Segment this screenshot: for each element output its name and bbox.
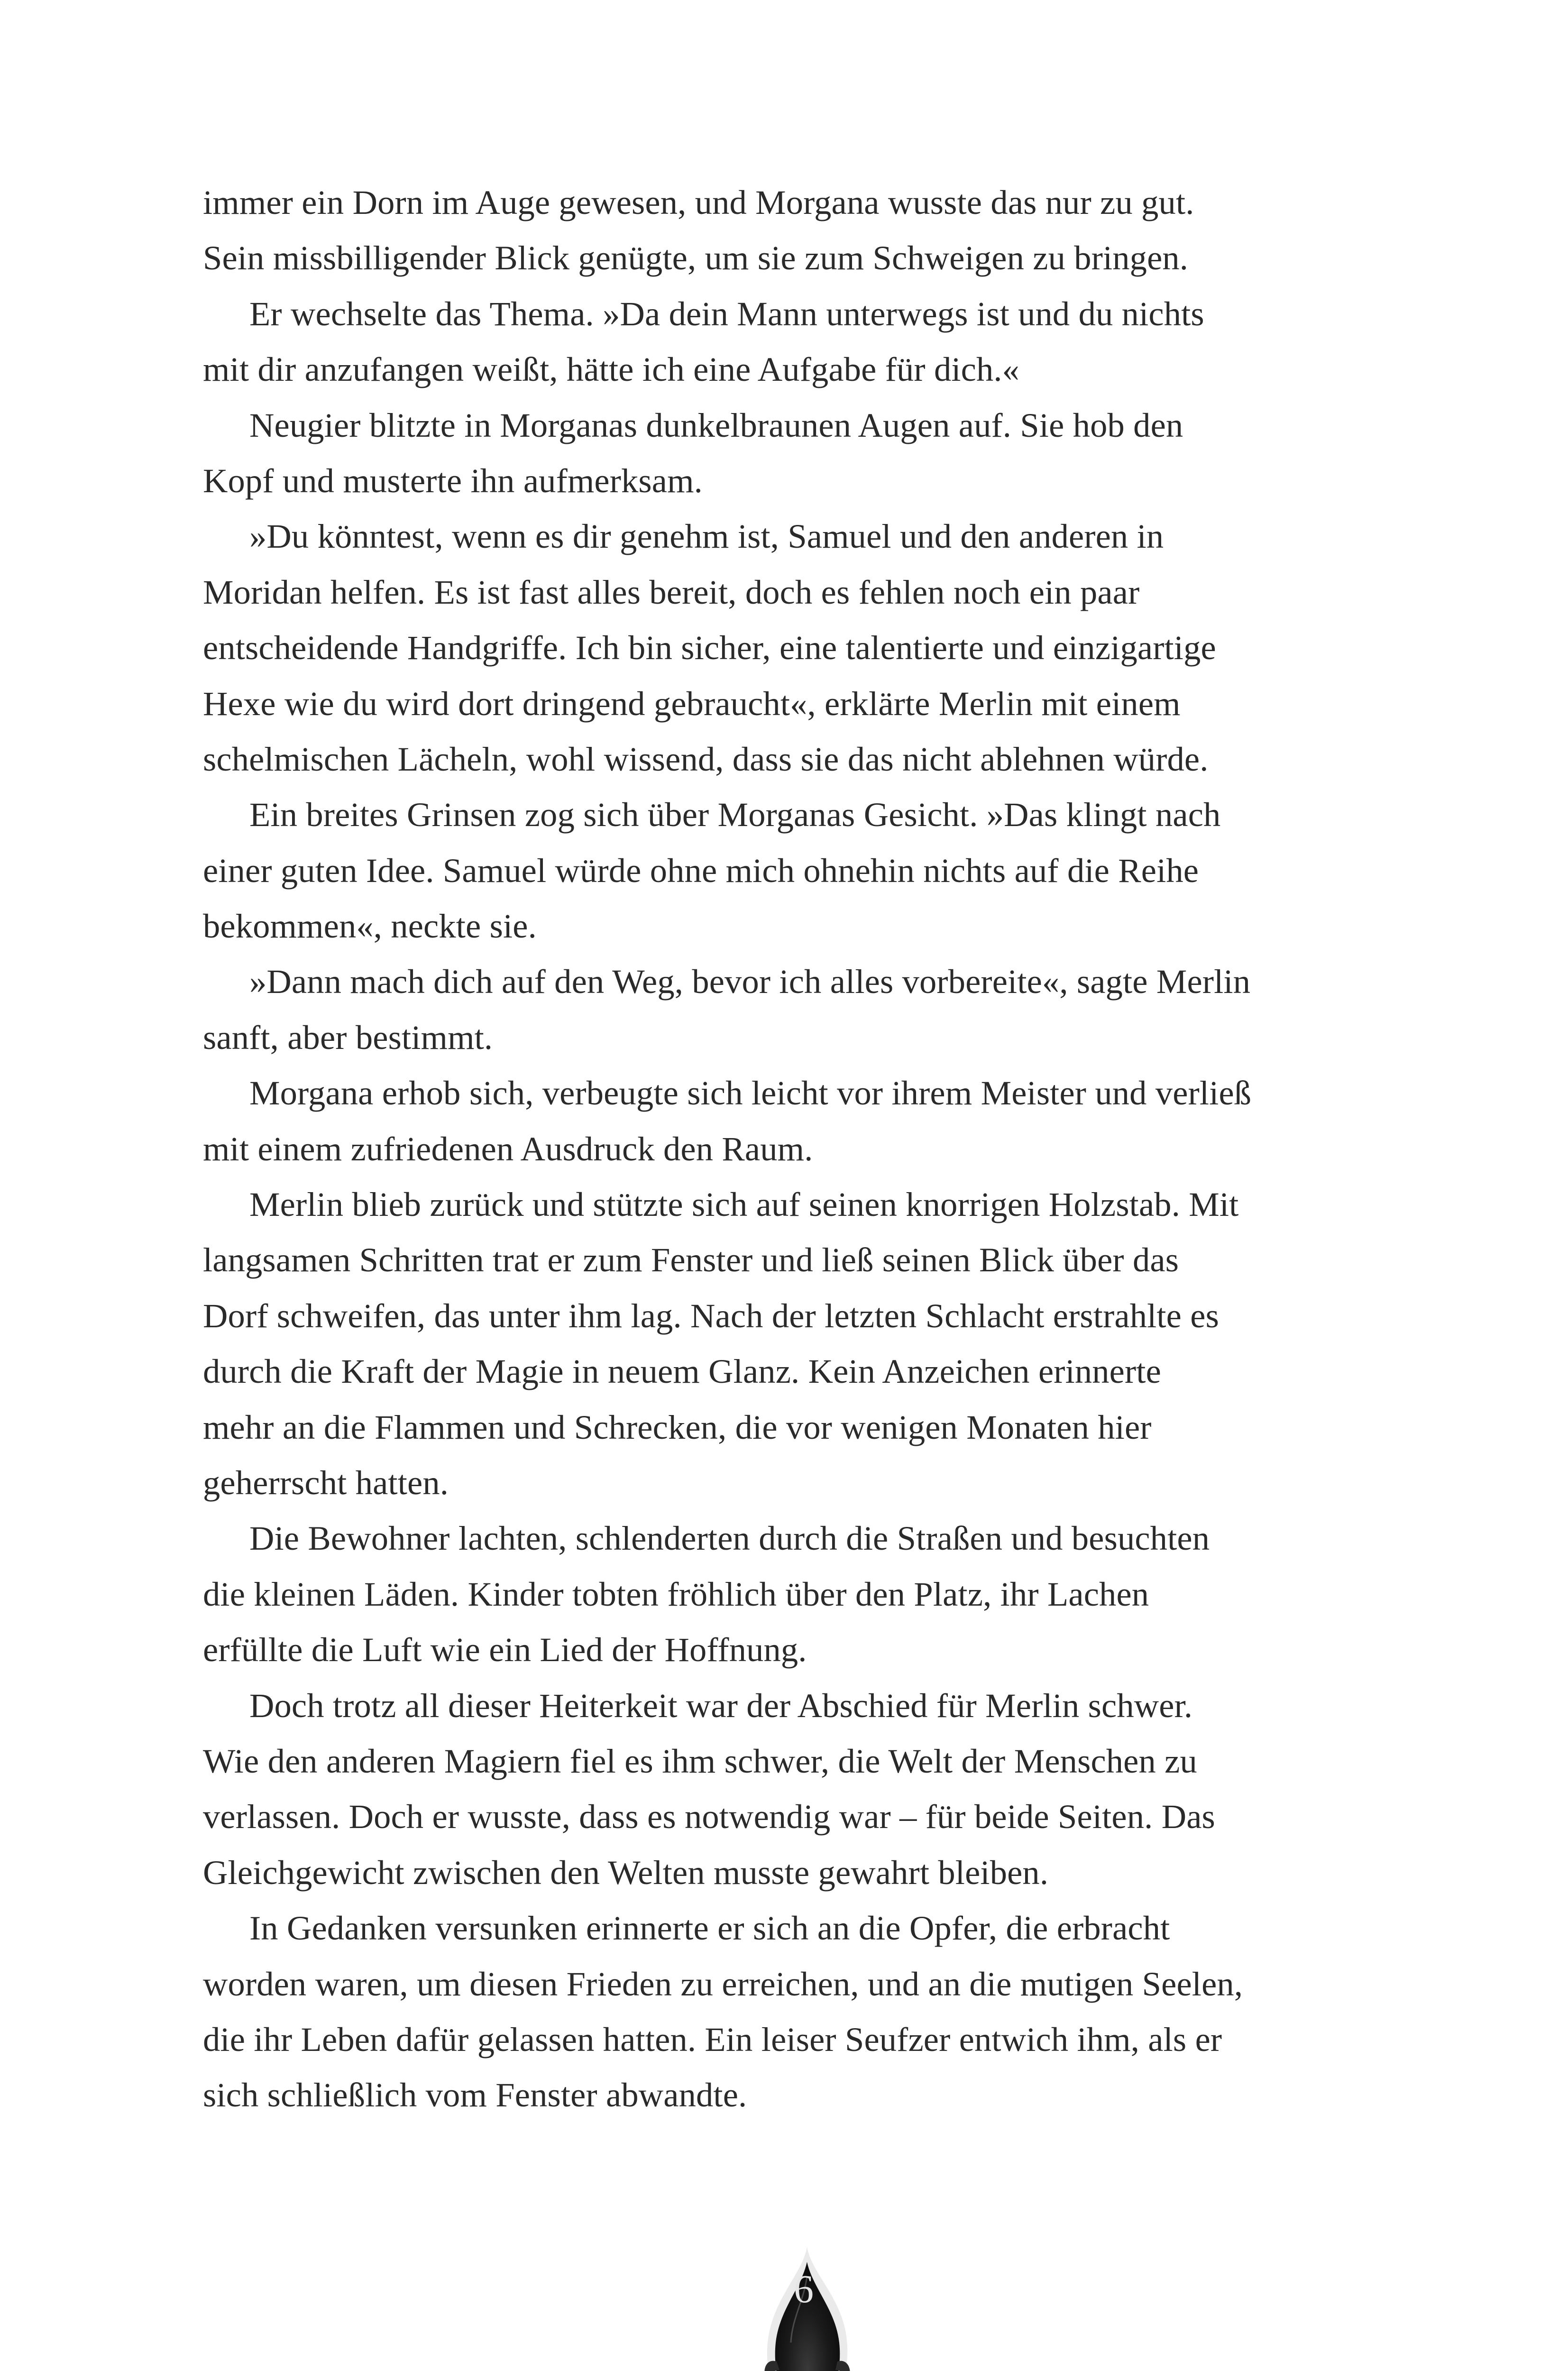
text-line: mehr an die Flammen und Schrecken, die vor wenigen Monaten hier: [203, 1407, 1152, 1446]
text-line: Kopf und musterte ihn aufmerksam.: [203, 461, 703, 500]
text-line: Merlin blieb zurück und stützte sich auf seinen knorrigen Holzstab. Mit: [249, 1185, 1239, 1224]
paragraph: [203, 1900, 1365, 2123]
paragraph: [203, 175, 1365, 286]
paragraph: [203, 787, 1365, 954]
text-line: einer guten Idee. Samuel würde ohne mich ohnehin nichts auf die Reihe: [203, 851, 1199, 890]
paragraph: [203, 1065, 1365, 1176]
text-line: Hexe wie du wird dort dringend gebraucht«, erklärte Merlin mit einem: [203, 684, 1181, 723]
text-line: worden waren, um diesen Frieden zu erreichen, und an die mutigen Seelen,: [203, 1964, 1243, 2003]
text-line: langsamen Schritten trat er zum Fenster und ließ seinen Blick über das: [203, 1241, 1179, 1279]
text-line: Neugier blitzte in Morganas dunkelbraunen Augen auf. Sie hob den: [249, 405, 1183, 444]
page-number: 6: [794, 2267, 814, 2311]
text-line: sanft, aber bestimmt.: [203, 1018, 493, 1057]
text-line: entscheidende Handgriffe. Ich bin sicher, eine talentierte und einzigartige: [203, 628, 1216, 667]
text-line: Morgana erhob sich, verbeugte sich leicht vor ihrem Meister und verließ: [249, 1074, 1252, 1112]
text-line: bekommen«, neckte sie.: [203, 907, 537, 946]
text-line: die kleinen Läden. Kinder tobten fröhlich über den Platz, ihr Lachen: [203, 1574, 1149, 1613]
text-line: die ihr Leben dafür gelassen hatten. Ein leiser Seufzer entwich ihm, als er: [203, 2020, 1222, 2059]
text-line: Dorf schweifen, das unter ihm lag. Nach der letzten Schlacht erstrahlte es: [203, 1296, 1219, 1335]
text-line: geherrscht hatten.: [203, 1463, 449, 1502]
text-line: »Dann mach dich auf den Weg, bevor ich alles vorbereite«, sagte Merlin: [249, 962, 1251, 1001]
text-line: mit einem zufriedenen Ausdruck den Raum.: [203, 1129, 813, 1168]
paragraph: [203, 1510, 1365, 1677]
text-line: Doch trotz all dieser Heiterkeit war der Abschied für Merlin schwer.: [249, 1686, 1193, 1725]
paragraph: [203, 286, 1365, 397]
text-line: Gleichgewicht zwischen den Welten musste gewahrt bleiben.: [203, 1853, 1049, 1892]
paragraph: [203, 1678, 1365, 1901]
text-line: Moridan helfen. Es ist fast alles bereit, doch es fehlen noch ein paar: [203, 572, 1140, 611]
text-line: sich schließlich vom Fenster abwandte.: [203, 2076, 747, 2114]
text-line: Ein breites Grinsen zog sich über Morganas Gesicht. »Das klingt nach: [249, 795, 1221, 834]
text-line: Wie den anderen Magiern fiel es ihm schwer, die Welt der Menschen zu: [203, 1741, 1197, 1780]
text-line: schelmischen Lächeln, wohl wissend, dass sie das nicht ablehnen würde.: [203, 739, 1209, 778]
paragraph: [203, 508, 1365, 787]
text-line: »Du könntest, wenn es dir genehm ist, Samuel und den anderen in: [249, 517, 1164, 556]
text-line: erfüllte die Luft wie ein Lied der Hoffnung.: [203, 1630, 807, 1669]
text-line: verlassen. Doch er wusste, dass es notwendig war – für beide Seiten. Das: [203, 1797, 1215, 1836]
paragraph: [203, 1176, 1365, 1510]
text-line: immer ein Dorn im Auge gewesen, und Morgana wusste das nur zu gut.: [203, 183, 1194, 221]
paragraph: [203, 397, 1365, 509]
text-line: durch die Kraft der Magie in neuem Glanz. Kein Anzeichen erinnerte: [203, 1352, 1161, 1391]
text-line: Die Bewohner lachten, schlenderten durch die Straßen und besuchten: [249, 1519, 1210, 1558]
text-line: Sein missbilligender Blick genügte, um sie zum Schweigen zu bringen.: [203, 239, 1189, 277]
body-text: [203, 175, 1365, 2123]
paragraph: [203, 954, 1365, 1065]
text-line: Er wechselte das Thema. »Da dein Mann unterwegs ist und du nichts: [249, 294, 1204, 333]
text-line: mit dir anzufangen weißt, hätte ich eine Aufgabe für dich.«: [203, 350, 1020, 389]
text-line: In Gedanken versunken erinnerte er sich an die Opfer, die erbracht: [249, 1909, 1170, 1948]
